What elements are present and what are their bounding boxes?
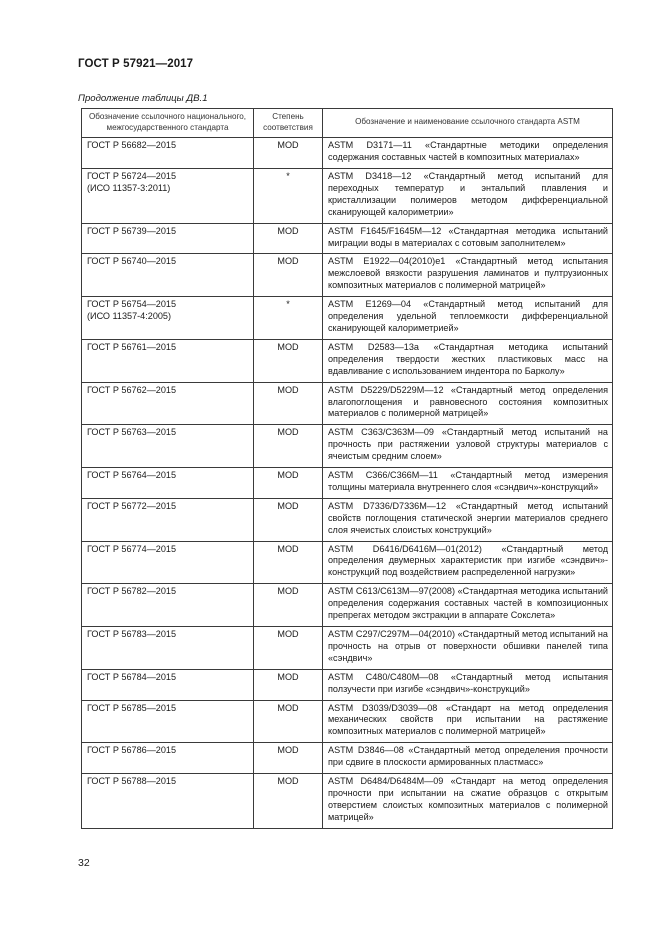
national-standard-cell <box>82 297 254 340</box>
table-body <box>82 138 613 829</box>
national-standard-cell <box>82 169 254 224</box>
conformity-degree-cell: MOD <box>254 669 323 700</box>
national-standard-cell <box>82 669 254 700</box>
conformity-degree-cell: MOD <box>254 223 323 254</box>
conformity-degree-cell: MOD <box>254 700 323 743</box>
table-row <box>82 297 613 340</box>
national-standard-cell <box>82 700 254 743</box>
table-row <box>82 669 613 700</box>
table-row <box>82 468 613 499</box>
national-standard-cell <box>82 223 254 254</box>
table-row <box>82 584 613 627</box>
table-row <box>82 254 613 297</box>
national-standard-cell <box>82 468 254 499</box>
conformity-degree-cell: MOD <box>254 339 323 382</box>
national-standard-code: ГОСТ Р 56724—2015 <box>87 171 177 181</box>
national-standard-cell <box>82 138 254 169</box>
conformity-degree-cell: MOD <box>254 627 323 670</box>
table-row <box>82 425 613 468</box>
table-row <box>82 498 613 541</box>
table-row <box>82 700 613 743</box>
national-standard-code: ГОСТ Р 56786—2015 <box>87 745 177 756</box>
national-standard-cell <box>82 425 254 468</box>
national-standard-cell <box>82 541 254 584</box>
conformity-degree-cell: MOD <box>254 254 323 297</box>
table-row <box>82 774 613 829</box>
national-standard-cell <box>82 498 254 541</box>
astm-standard-cell: ASTM D2583—13a «Стандартная методика испытаний определения твердости жестких пластиковых масс на вдавливание с использованием индентора по Барколу» <box>323 339 613 382</box>
table-row <box>82 743 613 774</box>
astm-standard-cell: ASTM D6416/D6416M—01(2012) «Стандартный метод определения двумерных характеристик при изгибе «сэндвич»-конструкций под воздействием распределенной нагрузки» <box>323 541 613 584</box>
astm-standard-cell: ASTM D6484/D6484M—09 «Стандарт на метод определения прочности при испытании на сжатие образцов с открытым отверстием слоистых композитных материалов с полимерной матрицей» <box>323 774 613 829</box>
table-row <box>82 339 613 382</box>
national-standard-code: ГОСТ Р 56772—2015 <box>87 500 177 511</box>
national-standard-code: ГОСТ Р 56739—2015 <box>87 225 177 236</box>
national-standard-code: ГОСТ Р 56761—2015 <box>87 341 177 352</box>
astm-standard-cell: ASTM D5229/D5229M—12 «Стандартный метод определения влагопоглощения и равновесного состояния композитных материалов с полимерной матрицей» <box>323 382 613 425</box>
national-standard-code: ГОСТ Р 56764—2015 <box>87 470 177 481</box>
iso-equivalent: (ИСО 11357-4:2005) <box>87 311 172 322</box>
conformity-degree-cell: * <box>254 297 323 340</box>
national-standard-code: ГОСТ Р 56784—2015 <box>87 671 177 682</box>
astm-standard-cell: ASTM E1922—04(2010)e1 «Стандартный метод испытания межслоевой вязкости разрушения ламинатов и пултрузионных композитных материалов с полимерной матрицей» <box>323 254 613 297</box>
astm-standard-cell: ASTM D3039/D3039—08 «Стандарт на метод определения механических свойств при испытании на растяжение композитных материалов с полимерной матрицей» <box>323 700 613 743</box>
table-row <box>82 382 613 425</box>
conformity-degree-cell: MOD <box>254 382 323 425</box>
national-standard-code: ГОСТ Р 56740—2015 <box>87 256 177 267</box>
conformity-degree-cell: MOD <box>254 425 323 468</box>
page-title: ГОСТ Р 57921—2017 <box>78 58 194 70</box>
conformity-degree-cell: MOD <box>254 498 323 541</box>
column-header-degree: Степень соответствия <box>254 109 323 138</box>
national-standard-code: ГОСТ Р 56682—2015 <box>87 140 177 151</box>
national-standard-code: ГОСТ Р 56762—2015 <box>87 384 177 395</box>
national-standard-code: ГОСТ Р 56783—2015 <box>87 629 177 639</box>
national-standard-cell <box>82 743 254 774</box>
national-standard-code: ГОСТ Р 56782—2015 <box>87 586 177 597</box>
astm-standard-cell: ASTM D3171—11 «Стандартные методики определения содержания составных частей в композитных материалах» <box>323 138 613 169</box>
conformity-degree-cell: MOD <box>254 138 323 169</box>
table-row <box>82 541 613 584</box>
astm-standard-cell: ASTM D3846—08 «Стандартный метод определения прочности при сдвиге в плоскости армированных пластмасс» <box>323 743 613 774</box>
national-standard-cell <box>82 254 254 297</box>
conformity-degree-cell: MOD <box>254 774 323 829</box>
conformity-degree-cell: MOD <box>254 743 323 774</box>
reference-table <box>81 108 613 829</box>
national-standard-code: ГОСТ Р 56763—2015 <box>87 427 177 438</box>
column-header-astm: Обозначение и наименование ссылочного стандарта ASTM <box>323 109 613 138</box>
national-standard-code: ГОСТ Р 56774—2015 <box>87 543 177 554</box>
astm-standard-cell: ASTM E1269—04 «Стандартный метод испытаний для определения удельной теплоемкости дифференциальной сканирующей калориметрией» <box>323 297 613 340</box>
astm-standard-cell: ASTM F1645/F1645M—12 «Стандартная методика испытаний миграции воды в материалах с сотовым заполнителем» <box>323 223 613 254</box>
table-caption: Продолжение таблицы ДВ.1 <box>78 93 208 104</box>
astm-standard-cell: ASTM C363/C363M—09 «Стандартный метод испытаний на прочность при растяжении узловой структуры материалов с ячеистым средним слоем» <box>323 425 613 468</box>
table-row <box>82 223 613 254</box>
national-standard-cell <box>82 339 254 382</box>
conformity-degree-cell: MOD <box>254 541 323 584</box>
national-standard-cell <box>82 382 254 425</box>
national-standard-code: ГОСТ Р 56754—2015 <box>87 299 177 310</box>
table-row <box>82 169 613 224</box>
national-standard-cell <box>82 627 254 670</box>
column-header-national: Обозначение ссылочного национального, межгосударственного стандарта <box>82 109 254 138</box>
conformity-degree-cell: * <box>254 169 323 224</box>
page-number: 32 <box>78 857 90 869</box>
astm-standard-cell: ASTM C366/C366M—11 «Стандартный метод измерения толщины материала внутреннего слоя «сэндвич»-конструкций» <box>323 468 613 499</box>
table-row <box>82 627 613 670</box>
astm-standard-cell: ASTM C480/C480M—08 «Стандартный метод испытания ползучести при изгибе «сэндвич»-конструкций» <box>323 669 613 700</box>
table-row <box>82 138 613 169</box>
astm-standard-cell: ASTM C613/C613M—97(2008) «Стандартная методика испытаний определения содержания составных частей в композиционных препрегах методом экстракции в аппарате Сокслета» <box>323 584 613 627</box>
national-standard-cell <box>82 774 254 829</box>
national-standard-code: ГОСТ Р 56785—2015 <box>87 702 177 713</box>
iso-equivalent: (ИСО 11357-3:2011) <box>87 182 171 193</box>
conformity-degree-cell: MOD <box>254 468 323 499</box>
astm-standard-cell: ASTM D3418—12 «Стандартный метод испытаний для переходных температур и энтальпий плавления и кристаллизации полимеров методом дифференциальной сканирующей калориметрии» <box>323 169 613 224</box>
national-standard-code: ГОСТ Р 56788—2015 <box>87 776 177 787</box>
astm-standard-cell: ASTM C297/C297M—04(2010) «Стандартный метод испытаний на прочность на отрыв от поверхности обшивки панелей типа «сэндвич» <box>323 627 613 670</box>
table-header-row <box>82 109 613 138</box>
national-standard-cell <box>82 584 254 627</box>
astm-standard-cell: ASTM D7336/D7336M—12 «Стандартный метод испытаний свойств поглощения статической энергии материалов среднего слоя ячеистых слоистых конструкций» <box>323 498 613 541</box>
conformity-degree-cell: MOD <box>254 584 323 627</box>
